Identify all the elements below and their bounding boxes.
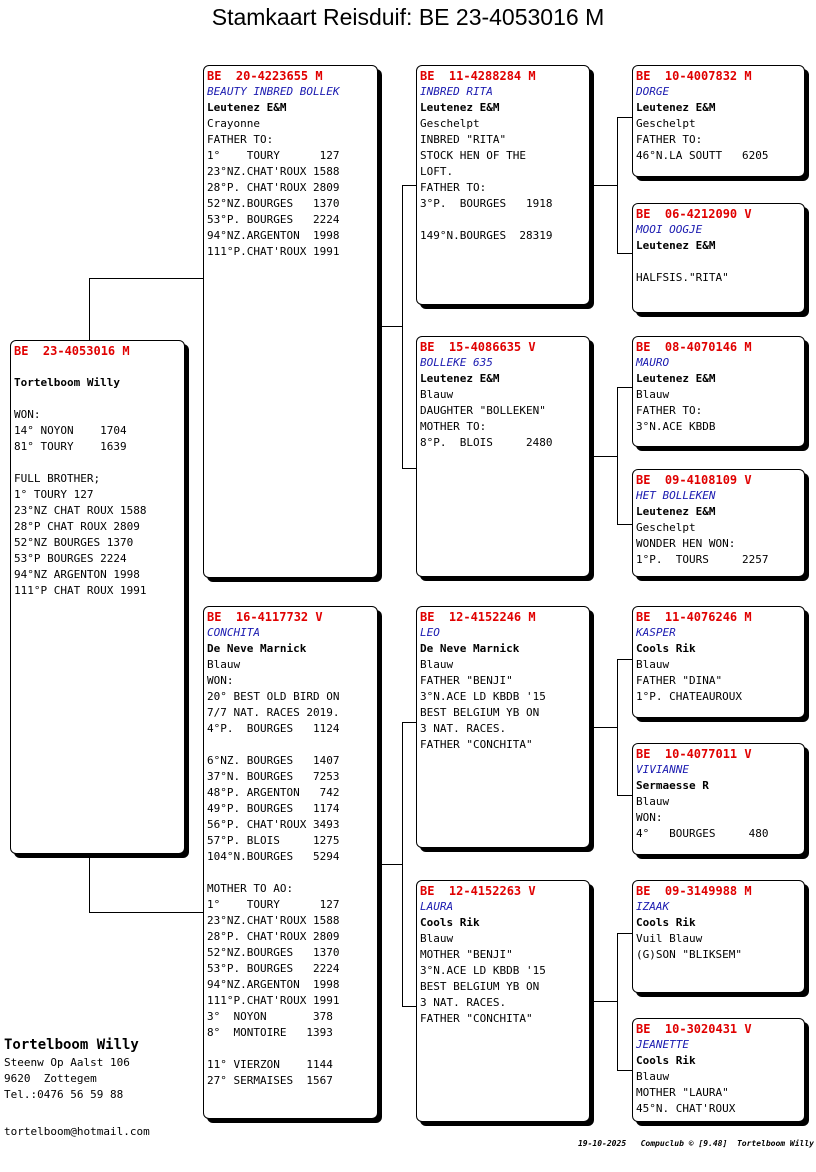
info-line: 111°P.CHAT'ROUX 1991 (207, 994, 340, 1007)
info-line: Vuil Blauw (636, 932, 703, 945)
owner-city: 9620 Zottegem (4, 1072, 97, 1085)
footer (578, 1139, 814, 1148)
pigeon-card-fmm[interactable] (632, 469, 805, 577)
ring-number: BE 15-4086635 V (420, 340, 536, 354)
info-line (636, 254, 801, 270)
connector-line (402, 185, 417, 186)
info-line: 52°NZ BOURGES 1370 (14, 536, 134, 549)
info-line: 1°P. TOURS 2257 (636, 553, 769, 566)
pigeon-name: JEANETTE (636, 1038, 689, 1051)
info-line (207, 737, 374, 753)
pigeon-card-mother-father[interactable] (416, 606, 590, 848)
info-line (14, 455, 181, 471)
info-line: 3°N.ACE LD KBDB '15 (420, 690, 546, 703)
info-line: 48°P. ARGENTON 742 (207, 786, 340, 799)
pigeon-name: VIVIANNE (636, 763, 689, 776)
info-line: FATHER TO: (420, 181, 487, 194)
connector-line (402, 722, 417, 723)
pigeon-name: KASPER (636, 626, 676, 639)
info-line: FATHER TO: (207, 133, 274, 146)
info-line: 57°P. BLOIS 1275 (207, 834, 340, 847)
ring-number: BE 06-4212090 V (636, 207, 752, 221)
info-line: 3°P. BOURGES 1918 (420, 197, 553, 210)
info-line: STOCK HEN OF THE (420, 149, 526, 162)
connector-line (593, 1001, 617, 1002)
connector-line (89, 278, 90, 340)
info-line: 53°P. BOURGES 2224 (207, 213, 340, 226)
info-line: MOTHER TO AO: (207, 882, 294, 895)
ring-number: BE 10-4077011 V (636, 747, 752, 761)
info-line: FATHER "BENJI" (420, 674, 513, 687)
ring-number: BE 23-4053016 M (14, 344, 130, 358)
pigeon-card-mother[interactable] (203, 606, 378, 1119)
info-line: (G)SON "BLIKSEM" (636, 948, 742, 961)
pigeon-card-father-mother[interactable] (416, 336, 590, 577)
connector-line (617, 795, 633, 796)
info-line: FATHER "CONCHITA" (420, 738, 533, 751)
info-line: 94°NZ ARGENTON 1998 (14, 568, 140, 581)
info-line: 1° TOURY 127 (207, 149, 340, 162)
breeder-name: Sermaesse R (636, 779, 709, 792)
info-line (14, 359, 181, 375)
ring-number: BE 08-4070146 M (636, 340, 752, 354)
info-line: 149°N.BOURGES 28319 (420, 229, 553, 242)
ring-number: BE 09-4108109 V (636, 473, 752, 487)
connector-line (380, 326, 402, 327)
breeder-name: Leutenez E&M (420, 372, 500, 385)
pigeon-card-fmf[interactable] (632, 336, 805, 447)
info-line: WON: (636, 811, 663, 824)
pigeon-card-mmm[interactable] (632, 1018, 805, 1122)
info-line: Blauw (636, 1070, 670, 1083)
info-line: 23°NZ.CHAT'ROUX 1588 (207, 165, 340, 178)
connector-line (617, 524, 633, 525)
info-line: 8°P. BLOIS 2480 (420, 436, 553, 449)
info-line: 4° BOURGES 480 (636, 827, 769, 840)
connector-line (617, 933, 618, 1070)
info-line: Blauw (207, 658, 241, 671)
info-line (420, 212, 586, 228)
info-line: MOTHER "LAURA" (636, 1086, 729, 1099)
pigeon-name: CONCHITA (207, 626, 260, 639)
breeder-name: De Neve Marnick (207, 642, 307, 655)
breeder-name: Cools Rik (636, 642, 696, 655)
pigeon-name: IZAAK (636, 900, 670, 913)
info-line: Geschelpt (636, 521, 696, 534)
connector-line (593, 456, 617, 457)
pigeon-name: MOOI OOGJE (636, 223, 703, 236)
connector-line (617, 117, 618, 253)
info-line: 94°NZ.ARGENTON 1998 (207, 229, 340, 242)
info-line: WON: (207, 674, 234, 687)
connector-line (593, 727, 617, 728)
ring-number: BE 20-4223655 M (207, 69, 323, 83)
breeder-name: Leutenez E&M (636, 505, 716, 518)
info-line: Geschelpt (420, 117, 480, 130)
connector-line (402, 722, 403, 1006)
info-line: BEST BELGIUM YB ON (420, 980, 540, 993)
breeder-name: Leutenez E&M (420, 101, 500, 114)
connector-line (617, 659, 618, 795)
info-line: Geschelpt (636, 117, 696, 130)
pigeon-card-father-father[interactable] (416, 65, 590, 305)
breeder-name: Cools Rik (420, 916, 480, 929)
info-line: Blauw (636, 658, 670, 671)
info-line: 56°P. CHAT'ROUX 3493 (207, 818, 340, 831)
info-line: Crayonne (207, 117, 260, 130)
pigeon-name: LAURA (420, 900, 454, 913)
info-line: 53°P. BOURGES 2224 (207, 962, 340, 975)
info-line: 1° TOURY 127 (14, 488, 94, 501)
ring-number: BE 09-3149988 M (636, 884, 752, 898)
connector-line (402, 1006, 417, 1007)
owner-block (4, 1035, 139, 1103)
owner-address: Steenw Op Aalst 106 (4, 1056, 130, 1069)
info-line: HALFSIS."RITA" (636, 271, 729, 284)
ring-number: BE 12-4152263 V (420, 884, 536, 898)
pigeon-card-mff[interactable] (632, 606, 805, 718)
connector-line (402, 185, 403, 468)
pigeon-name: MAURO (636, 356, 670, 369)
info-line: Blauw (420, 932, 454, 945)
info-line: 23°NZ CHAT ROUX 1588 (14, 504, 147, 517)
info-line: 3°N.ACE KBDB (636, 420, 716, 433)
info-line: FATHER TO: (636, 404, 703, 417)
pigeon-card-ffm[interactable] (632, 203, 805, 313)
pigeon-name: HET BOLLEKEN (636, 489, 716, 502)
info-line: 1°P. CHATEAUROUX (636, 690, 742, 703)
info-line: 94°NZ.ARGENTON 1998 (207, 978, 340, 991)
info-line: 28°P. CHAT'ROUX 2809 (207, 181, 340, 194)
owner-phone: Tel.:0476 56 59 88 (4, 1088, 124, 1101)
info-line: 7/7 NAT. RACES 2019. (207, 706, 340, 719)
pigeon-card-subject[interactable] (10, 340, 185, 854)
owner-name: Tortelboom Willy (4, 1037, 139, 1053)
info-line: WON: (14, 408, 41, 421)
info-line: Blauw (636, 388, 670, 401)
info-line: 3 NAT. RACES. (420, 996, 507, 1009)
connector-line (593, 185, 617, 186)
footer-date: 19-10-2025 (577, 1139, 627, 1148)
info-line (207, 865, 374, 881)
info-line: 6°NZ. BOURGES 1407 (207, 754, 340, 767)
connector-line (617, 933, 633, 934)
info-line: 81° TOURY 1639 (14, 440, 127, 453)
ring-number: BE 11-4076246 M (636, 610, 752, 624)
pigeon-card-father[interactable] (203, 65, 378, 578)
info-line: FATHER "DINA" (636, 674, 723, 687)
info-line: 23°NZ.CHAT'ROUX 1588 (207, 914, 340, 927)
info-line: 111°P CHAT ROUX 1991 (14, 584, 147, 597)
info-line: 104°N.BOURGES 5294 (207, 850, 340, 863)
connector-line (89, 278, 204, 279)
ring-number: BE 10-3020431 V (636, 1022, 752, 1036)
footer-owner: Tortelboom Willy (736, 1139, 814, 1148)
breeder-name: De Neve Marnick (420, 642, 520, 655)
info-line: INBRED "RITA" (420, 133, 507, 146)
info-line: 3°N.ACE LD KBDB '15 (420, 964, 546, 977)
info-line: FATHER "CONCHITA" (420, 1012, 533, 1025)
info-line: 49°P. BOURGES 1174 (207, 802, 340, 815)
info-line: FATHER TO: (636, 133, 703, 146)
connector-line (617, 117, 633, 118)
info-line: 8° MONTOIRE 1393 (207, 1026, 333, 1039)
breeder-name: Leutenez E&M (207, 101, 287, 114)
info-line: FULL BROTHER; (14, 472, 101, 485)
info-line: 45°N. CHAT'ROUX (636, 1102, 736, 1115)
breeder-name: Cools Rik (636, 916, 696, 929)
info-line: 20° BEST OLD BIRD ON (207, 690, 340, 703)
info-line: 3° NOYON 378 (207, 1010, 333, 1023)
connector-line (617, 659, 633, 660)
owner-email[interactable]: tortelboom@hotmail.com (4, 1125, 150, 1138)
ring-number: BE 16-4117732 V (207, 610, 323, 624)
info-line: 4°P. BOURGES 1124 (207, 722, 340, 735)
info-line: 27° SERMAISES 1567 (207, 1074, 333, 1087)
breeder-name: Leutenez E&M (636, 372, 716, 385)
info-line: 14° NOYON 1704 (14, 424, 127, 437)
info-line: Blauw (636, 795, 670, 808)
info-line: LOFT. (420, 165, 454, 178)
info-line: 52°NZ.BOURGES 1370 (207, 197, 340, 210)
connector-line (617, 387, 618, 524)
info-line: DAUGHTER "BOLLEKEN" (420, 404, 546, 417)
pigeon-name: INBRED RITA (420, 85, 493, 98)
pedigree-title: Stamkaart Reisduif: BE 23-4053016 M (211, 4, 605, 30)
info-line: 111°P.CHAT'ROUX 1991 (207, 245, 340, 258)
breeder-name: Leutenez E&M (636, 101, 716, 114)
pigeon-card-fff[interactable] (632, 65, 805, 177)
info-line: Blauw (420, 658, 454, 671)
info-line: 53°P BOURGES 2224 (14, 552, 127, 565)
info-line: 3 NAT. RACES. (420, 722, 507, 735)
info-line: MOTHER "BENJI" (420, 948, 513, 961)
ring-number: BE 10-4007832 M (636, 69, 752, 83)
ring-number: BE 11-4288284 M (420, 69, 536, 83)
info-line: Tortelboom Willy (14, 376, 120, 389)
info-line: WONDER HEN WON: (636, 537, 736, 550)
info-line: 28°P. CHAT'ROUX 2809 (207, 930, 340, 943)
info-line: MOTHER TO: (420, 420, 487, 433)
info-line (14, 391, 181, 407)
breeder-name: Leutenez E&M (636, 239, 716, 252)
pigeon-name: LEO (420, 626, 440, 639)
pigeon-card-mother-mother[interactable] (416, 880, 590, 1122)
footer-software: Compuclub © [9.48] (640, 1139, 728, 1148)
info-line: BEST BELGIUM YB ON (420, 706, 540, 719)
connector-line (89, 912, 204, 913)
info-line: 46°N.LA SOUTT 6205 (636, 149, 769, 162)
info-line: Blauw (420, 388, 454, 401)
info-line: 11° VIERZON 1144 (207, 1058, 333, 1071)
pigeon-card-mfm[interactable] (632, 743, 805, 855)
connector-line (402, 468, 417, 469)
info-line (207, 1041, 374, 1057)
pigeon-card-mmf[interactable] (632, 880, 805, 993)
info-line: 52°NZ.BOURGES 1370 (207, 946, 340, 959)
ring-number: BE 12-4152246 M (420, 610, 536, 624)
connector-line (617, 1070, 633, 1071)
info-line: 28°P CHAT ROUX 2809 (14, 520, 140, 533)
info-line: 1° TOURY 127 (207, 898, 340, 911)
pigeon-name: BEAUTY INBRED BOLLEK (207, 85, 340, 98)
connector-line (89, 854, 90, 912)
connector-line (617, 253, 633, 254)
connector-line (617, 387, 633, 388)
pigeon-name: DORGE (636, 85, 670, 98)
connector-line (380, 864, 402, 865)
pigeon-name: BOLLEKE 635 (420, 356, 493, 369)
breeder-name: Cools Rik (636, 1054, 696, 1067)
info-line: 37°N. BOURGES 7253 (207, 770, 340, 783)
